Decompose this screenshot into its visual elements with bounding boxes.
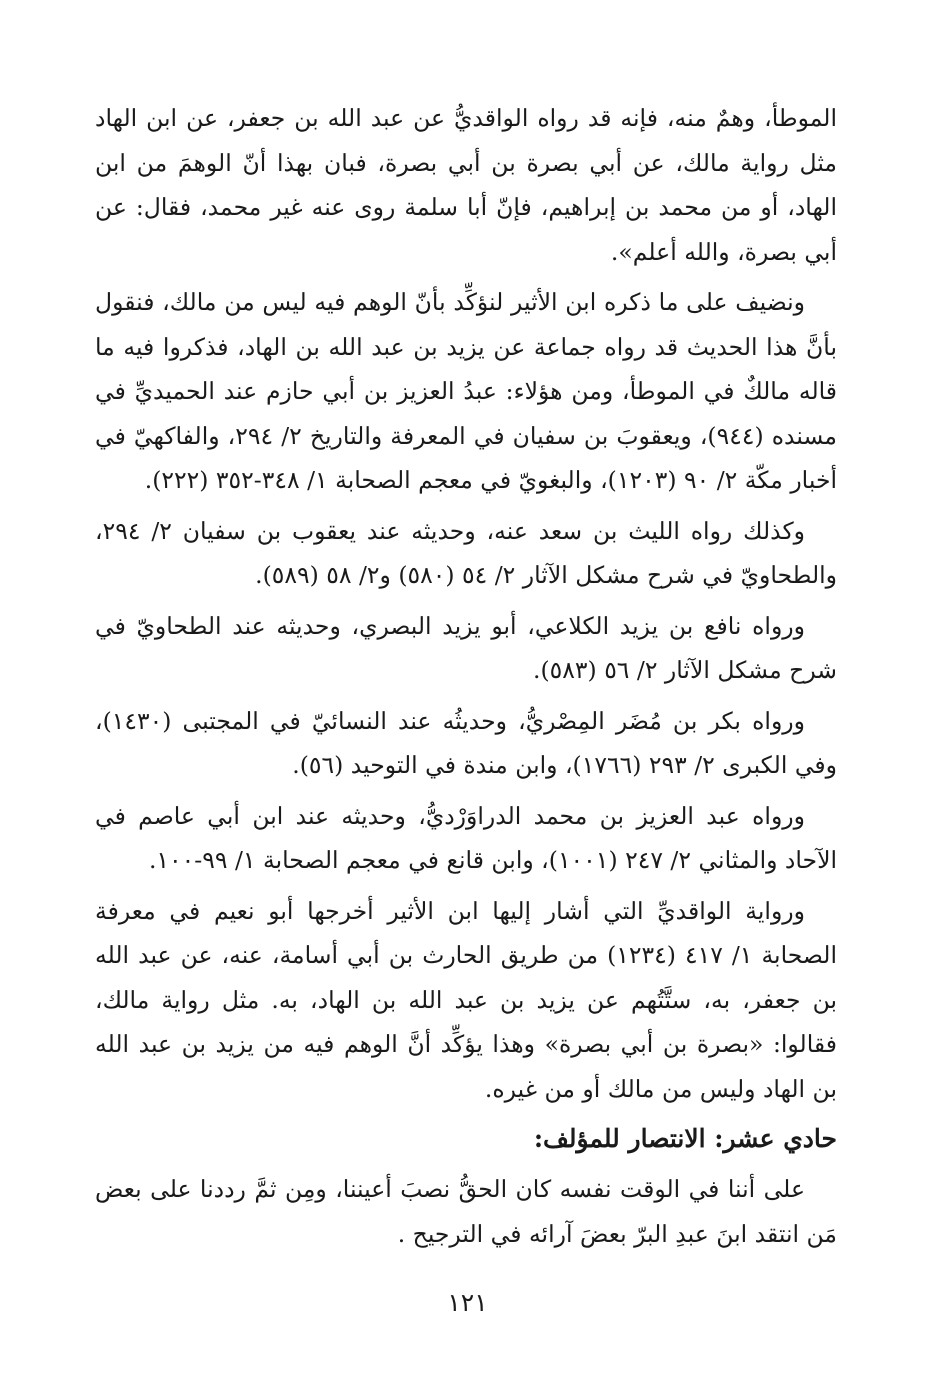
paragraph-waqidi: ورواية الواقديِّ التي أشار إليها ابن الأثير أخرجها أبو نعيم في معرفة الصحابة ١/ ٤١٧ (١٢٣٤) من طريق الحارث بن أبي أسامة، عنه، عن عبد الله بن جعفر، به، ستَّتُهم عن يزيد بن عبد الله بن الهاد، به. مثل رواية مالك، فقالوا: «بصرة بن أبي بصرة» وهذا يؤكِّد أنَّ الوهم فيه من يزيد بن عبد الله بن الهاد وليس من مالك أو من غيره. [95,896,837,1103]
paragraph-ibn-al-athir: ونضيف على ما ذكره ابن الأثير لنؤكِّد بأنّ الوهم فيه ليس من مالك، فنقول بأنَّ هذا الحديث قد رواه جماعة عن يزيد بن عبد الله بن الهاد، فذكروا فيه ما قاله مالكٌ في الموطأ، ومن هؤلاء: عبدُ العزيز بن أبي حازم عند الحميديِّ في مسنده (٩٤٤)، ويعقوبَ بن سفيان في المعرفة والتاريخ ٢/ ٢٩٤، والفاكهيّ في أخبار مكّة ٢/ ٩٠ (١٢٠٣)، والبغويّ في معجم الصحابة ١/ ٣٤٨-٣٥٢ (٢٢٢). [95,288,837,494]
page-number: ١٢١ [447,1288,488,1317]
section-heading: حادي عشر: الانتصار للمؤلف: [533,1124,837,1153]
paragraph-darawardi: ورواه عبد العزيز بن محمد الدراوَرْديُّ، وحديثه عند ابن أبي عاصم في الآحاد والمثاني ٢/ ٢٤٧ (١٠٠١)، وابن قانع في معجم الصحابة ١/ ٩٩-١٠٠. [95,801,837,874]
paragraph-al-layth: وكذلك رواه الليث بن سعد عنه، وحديثه عند يعقوب بن سفيان ٢/ ٢٩٤، والطحاويّ في شرح مشكل الآثار ٢/ ٥٤ (٥٨٠) و٢/ ٥٨ (٥٨٩). [95,516,837,589]
paragraph-bakr: ورواه بكر بن مُضَر المِصْريُّ، وحديثُه عند النسائيّ في المجتبى (١٤٣٠)، وفي الكبرى ٢/ ٢٩٣ (١٧٦٦)، وابن مندة في التوحيد (٥٦). [95,706,837,779]
page-body [95,96,837,1346]
paragraph-closing: على أننا في الوقت نفسه كان الحقُّ نصبَ أعيننا، ومِن ثمَّ رددنا على بعض مَن انتقد ابنَ عبدِ البرّ بعضَ آرائه في الترجيح . [95,1175,837,1248]
paragraph-nafi: ورواه نافع بن يزيد الكلاعي، أبو يزيد البصري، وحديثه عند الطحاويّ في شرح مشكل الآثار ٢/ ٥٦ (٥٨٣). [95,611,837,684]
paragraph-continuation: الموطأ، وهمٌ منه، فإنه قد رواه الواقديُّ عن عبد الله بن جعفر، عن ابن الهاد مثل رواية مالك، عن أبي بصرة بن أبي بصرة، فبان بهذا أنّ الوهمَ من ابن الهاد، أو من محمد بن إبراهيم، فإنّ أبا سلمة روى عنه غير محمد، فقال: عن أبي بصرة، والله أعلم». [95,104,837,266]
